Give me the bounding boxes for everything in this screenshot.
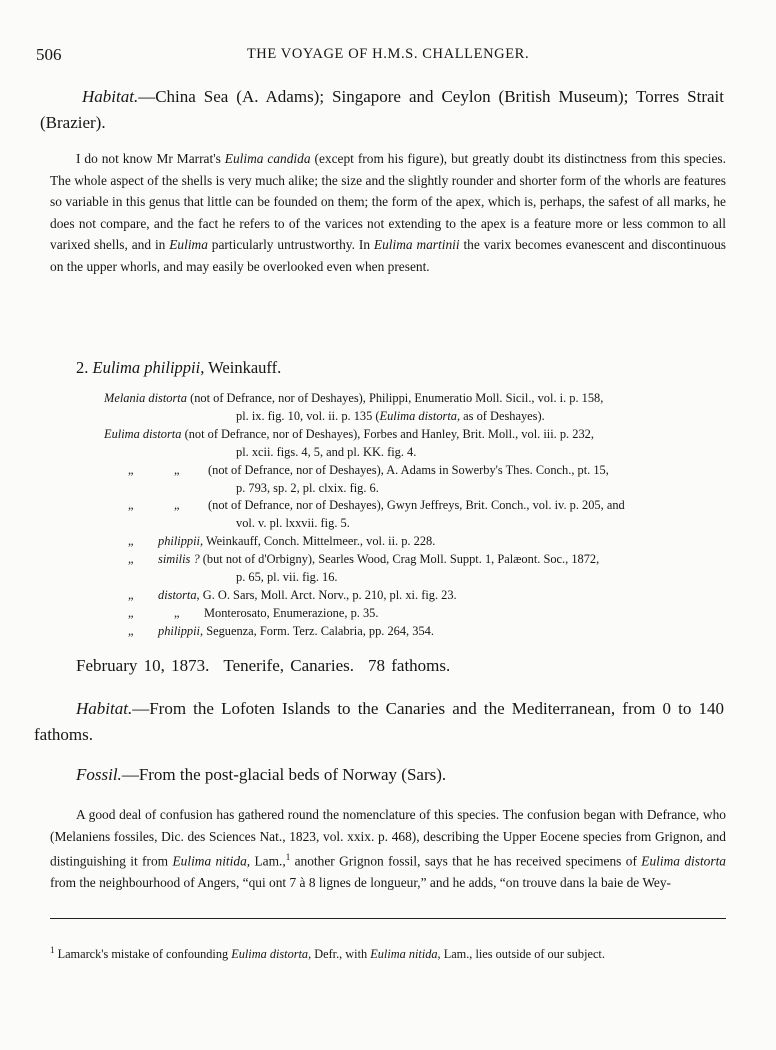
synonym-reference: G. O. Sars, Moll. Arct. Norv., p. 210, pl. xi. fig. 23. (202, 587, 457, 602)
taxon-name: Eulima distorta, (379, 408, 461, 423)
synonym-entry (128, 533, 625, 551)
taxon-name: Eulima nitida, (370, 947, 441, 962)
ditto-mark: „ (174, 498, 180, 513)
synonym-name: philippii, (158, 623, 204, 638)
text-run: Lam., (250, 853, 286, 869)
synonym-entry (128, 551, 625, 569)
synonymy-list (104, 390, 625, 641)
station-date: February 10, 1873. (76, 656, 210, 675)
synonym-name: similis ? (158, 552, 200, 567)
text-run: Defr., with (311, 947, 371, 962)
habitat-text: —China Sea (A. Adams); Singapore and Ceylon (British Museum); Torres Strait (Brazier). (40, 87, 724, 132)
ditto-mark: „ (128, 534, 134, 549)
ditto-mark: „ (128, 498, 134, 513)
synonym-reference: Seguenza, Form. Terz. Calabria, pp. 264, 354. (206, 623, 434, 638)
species-author: Weinkauff. (208, 358, 282, 377)
synonym-continuation: pl. xcii. figs. 4, 5, and pl. KK. fig. 4. (236, 444, 417, 459)
synonym-entry (128, 605, 625, 623)
synonym-entry (128, 497, 625, 515)
ditto-mark: „ (174, 605, 180, 620)
habitat-lofoten (34, 696, 724, 748)
text-run: the varix becomes evanescent and discontinuous on the upper whorls, and may easily be overlooked even when present. (50, 237, 726, 274)
footnote-divider (50, 918, 726, 919)
running-title: THE VOYAGE OF H.M.S. CHALLENGER. (246, 46, 530, 62)
text-run: Lam., lies outside of our subject. (440, 947, 605, 962)
text-run: another Grignon fossil, says that he has received specimens of (290, 853, 642, 869)
taxon-name: Eulima nitida, (172, 853, 251, 869)
synonym-reference: (not of Defrance, nor of Deshayes), A. Adams in Sowerby's Thes. Conch., pt. 15, (208, 462, 609, 477)
synonym-entry (104, 426, 625, 444)
ditto-mark: „ (174, 462, 180, 477)
synonym-reference: (not of Defrance, nor of Deshayes), Gwyn Jeffreys, Brit. Conch., vol. iv. p. 205, and (208, 498, 625, 513)
synonym-reference: (not of Defrance, nor of Deshayes), Philippi, Enumeratio Moll. Sicil., vol. i. p. 158, (190, 391, 604, 405)
synonym-entry (128, 623, 625, 641)
species-heading (76, 358, 281, 378)
synonym-continuation: vol. v. pl. lxxvii. fig. 5. (236, 516, 350, 531)
taxon-name: Eulima candida (224, 151, 311, 166)
species-number: 2. (76, 358, 89, 377)
synonym-reference: (but not of d'Orbigny), Searles Wood, Crag Moll. Suppt. 1, Palæont. Soc., 1872, (202, 552, 600, 567)
habitat-label: Habitat. (82, 87, 139, 106)
text-run: as of Deshayes). (460, 408, 545, 423)
synonym-name: Eulima distorta (104, 426, 182, 441)
text-run: A good deal of confusion has gathered round the nomenclature of this species. The confusion began with Defrance, who (Melaniens fossiles, Dic. des Sciences Nat., 1823, vol. xxix. p. 468), describing the Upper Eocene species from Grignon, and distinguishing it from (50, 807, 726, 869)
ditto-mark: „ (128, 552, 134, 567)
page-number: 506 (36, 45, 62, 64)
habitat-china-sea (40, 84, 724, 136)
ditto-mark: „ (128, 587, 134, 602)
fossil-text: —From the post-glacial beds of Norway (Sars). (121, 765, 447, 784)
synonym-name: Melania distorta (104, 391, 187, 405)
commentary-paragraph-2 (50, 804, 726, 894)
footnote-reference: 1 (285, 852, 291, 863)
footnote-marker: 1 (50, 945, 55, 955)
taxon-name: Eulima distorta, (231, 947, 312, 962)
station-record (76, 656, 464, 676)
taxon-name: Eulima martinii (373, 237, 460, 253)
text-run: pl. ix. fig. 10, vol. ii. p. 135 ( (236, 408, 380, 423)
habitat-label: Habitat. (76, 699, 133, 718)
species-name: Eulima philippii, (92, 358, 205, 377)
taxon-name: Eulima (169, 237, 208, 253)
text-run: Lamarck's mistake of confounding (54, 947, 232, 962)
fossil-record (34, 762, 724, 788)
synonym-entry (128, 587, 625, 605)
synonym-reference: (not of Defrance, nor of Deshayes), Forbes and Hanley, Brit. Moll., vol. iii. p. 232, (184, 426, 594, 441)
synonym-name: philippii, (158, 534, 204, 549)
habitat-text: —From the Lofoten Islands to the Canaries and the Mediterranean, from 0 to 140 fathoms. (34, 699, 724, 744)
ditto-mark: „ (128, 462, 134, 477)
synonym-continuation (104, 408, 625, 426)
taxon-name: Eulima distorta (641, 853, 726, 869)
synonym-entry (104, 390, 625, 408)
text-run: particularly untrustworthy. In (207, 237, 374, 253)
synonym-continuation: p. 793, sp. 2, pl. clxix. fig. 6. (236, 480, 379, 495)
station-locality: Tenerife, Canaries. (223, 656, 354, 675)
synonym-name: distorta, (158, 587, 200, 602)
ditto-mark: „ (128, 623, 134, 638)
synonym-entry (128, 462, 625, 480)
text-run: I do not know Mr Marrat's (76, 151, 225, 166)
footnote (50, 940, 722, 964)
synonym-continuation: p. 65, pl. vii. fig. 16. (236, 570, 338, 585)
fossil-label: Fossil. (76, 765, 122, 784)
synonym-reference: Weinkauff, Conch. Mittelmeer., vol. ii. p. 228. (205, 534, 436, 549)
commentary-paragraph-1 (50, 148, 726, 278)
station-depth: 78 fathoms. (367, 656, 451, 675)
ditto-mark: „ (128, 605, 134, 620)
text-run: from the neighbourhood of Angers, “qui ont 7 à 8 lignes de longueur,” and he adds, “on trouve dans la baie de Wey- (50, 875, 672, 891)
synonym-reference: Monterosato, Enumerazione, p. 35. (204, 605, 379, 620)
text-run: (except from his figure), but greatly doubt its distinctness from this species. The whole aspect of the shells is very much alike; the size and the slightly rounder and shorter form of the whorls are features so variable in this genus that little can be founded on them; the form of the apex, which is, perhaps, the safest of all marks, he does not compare, and the fact he refers to of the varices not extending to the apex is a feature more or less common to all varixed shells, and in (50, 151, 726, 253)
